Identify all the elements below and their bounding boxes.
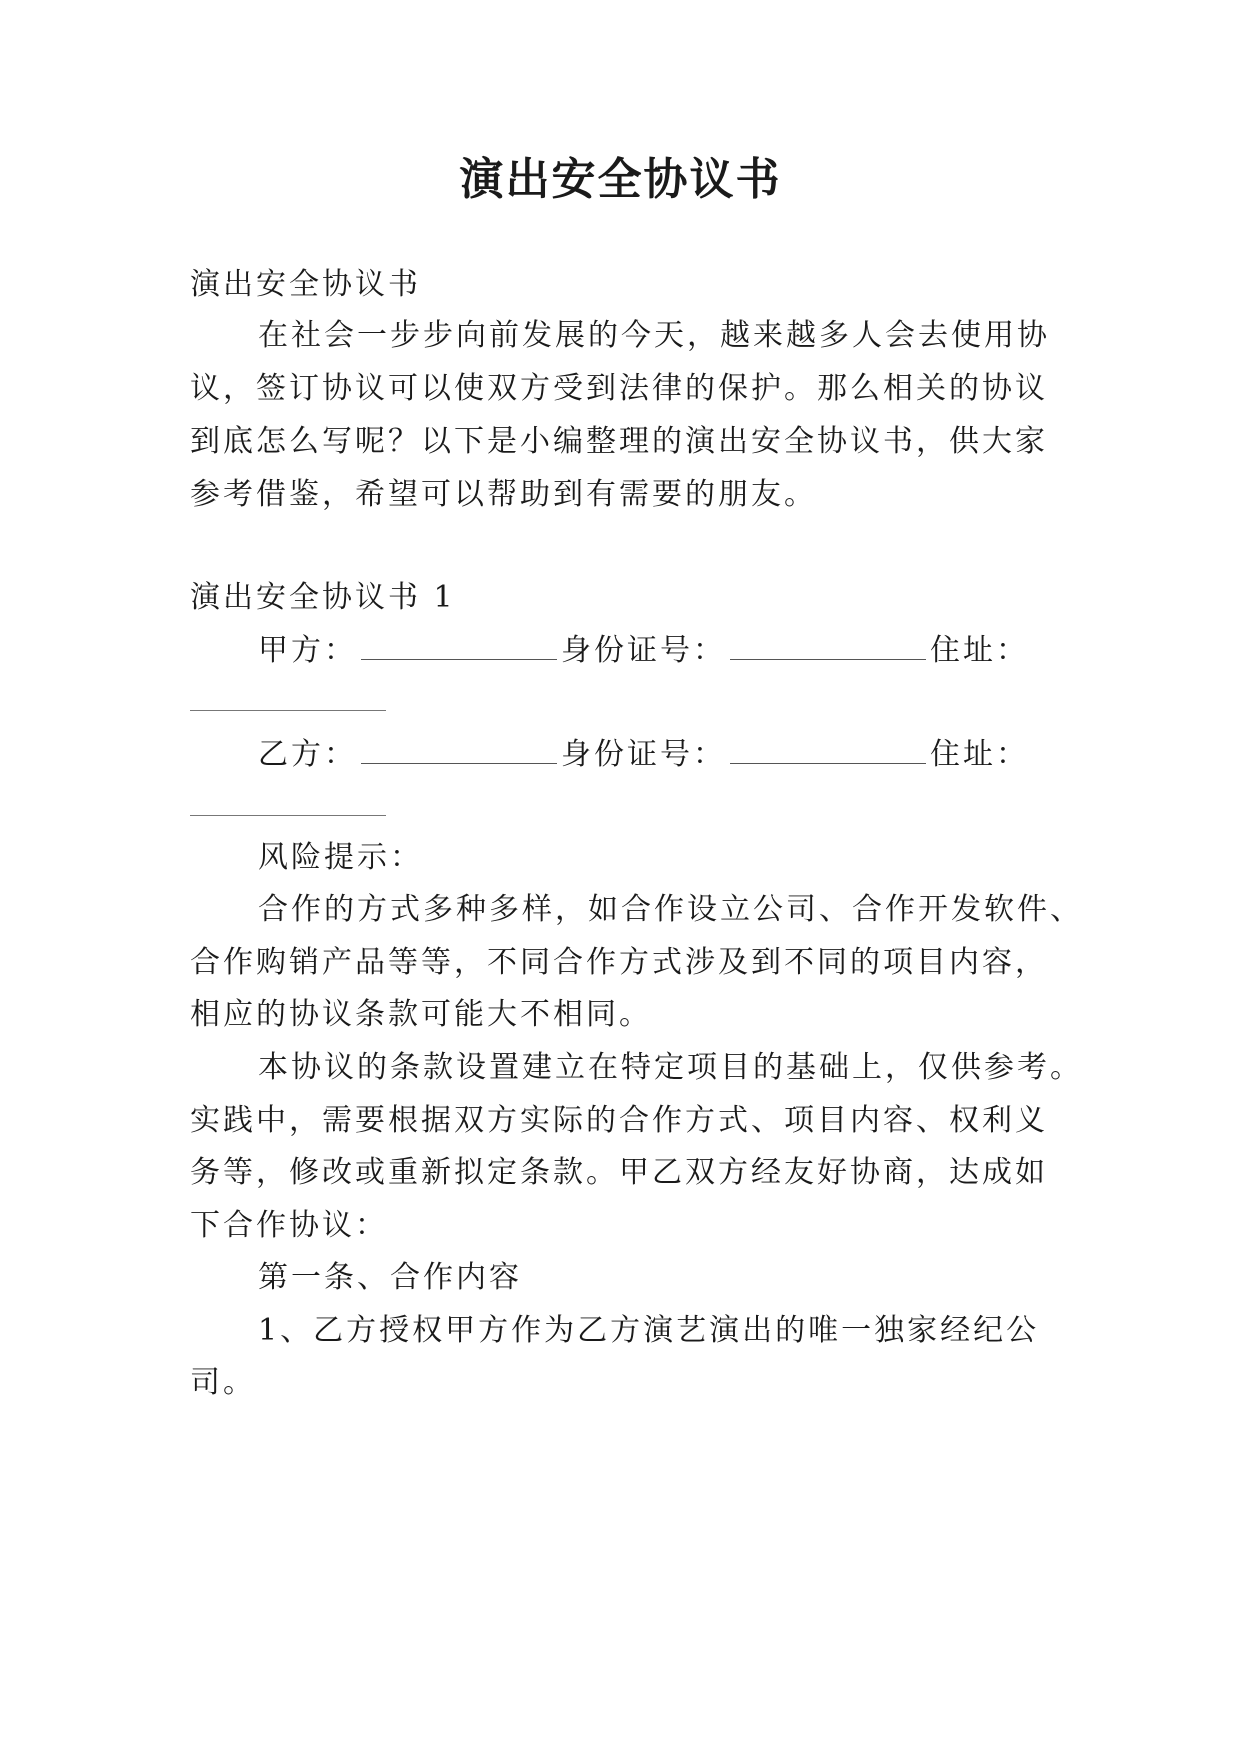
- article1-line-2: 司。: [190, 1365, 256, 1400]
- ref-line-4: 下合作协议：: [190, 1208, 388, 1243]
- intro-line-2: 议，签订协议可以使双方受到法律的保护。那么相关的协议: [190, 371, 1048, 406]
- party-a-label: 甲方：: [258, 633, 357, 668]
- intro-heading: 演出安全协议书: [190, 267, 421, 302]
- party-a-address-label: 住址：: [930, 633, 1029, 668]
- party-b-label: 乙方：: [258, 737, 357, 772]
- risk-line-2: 合作购销产品等等，不同合作方式涉及到不同的项目内容，: [190, 945, 1048, 980]
- article1-line-1: 1、乙方授权甲方作为乙方演艺演出的唯一独家经纪公: [258, 1313, 1040, 1348]
- article1-heading: 第一条、合作内容: [258, 1260, 522, 1295]
- party-b-address-label: 住址：: [930, 737, 1029, 772]
- party-b-row: [258, 735, 1128, 775]
- party-b-address-blank[interactable]: [190, 815, 386, 816]
- document-title: 演出安全协议书: [459, 154, 782, 205]
- risk-line-1: 合作的方式多种多样，如合作设立公司、合作开发软件、: [258, 892, 1083, 927]
- party-a-address-blank[interactable]: [190, 710, 386, 711]
- party-a-id-label: 身份证号：: [561, 633, 726, 668]
- ref-line-2: 实践中，需要根据双方实际的合作方式、项目内容、权利义: [190, 1103, 1048, 1138]
- party-b-id-label: 身份证号：: [561, 737, 726, 772]
- intro-line-1: 在社会一步步向前发展的今天，越来越多人会去使用协: [258, 318, 1050, 353]
- party-b-name-blank[interactable]: [361, 735, 557, 764]
- risk-heading: 风险提示：: [258, 840, 423, 875]
- party-a-id-blank[interactable]: [730, 631, 926, 660]
- intro-line-4: 参考借鉴，希望可以帮助到有需要的朋友。: [190, 477, 817, 512]
- section-heading: 演出安全协议书 1: [190, 580, 456, 615]
- risk-line-3: 相应的协议条款可能大不相同。: [190, 997, 652, 1032]
- party-a-name-blank[interactable]: [361, 631, 557, 660]
- party-b-id-blank[interactable]: [730, 735, 926, 764]
- ref-line-1: 本协议的条款设置建立在特定项目的基础上，仅供参考。: [258, 1050, 1083, 1085]
- intro-line-3: 到底怎么写呢？以下是小编整理的演出安全协议书，供大家: [190, 424, 1048, 459]
- ref-line-3: 务等，修改或重新拟定条款。甲乙双方经友好协商，达成如: [190, 1155, 1048, 1190]
- party-a-row: [258, 631, 1128, 671]
